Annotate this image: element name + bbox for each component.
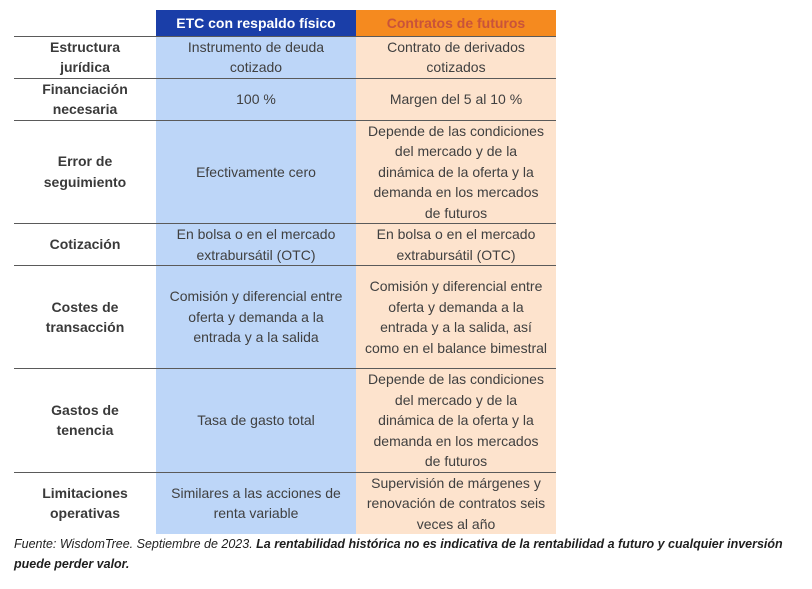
etc-cell: Tasa de gasto total xyxy=(156,369,356,473)
row-label: Financiación necesaria xyxy=(14,78,156,120)
futures-cell: Depende de las condiciones del mercado y de la dinámica de la oferta y la demanda en los mercados de futuros xyxy=(356,120,556,224)
etc-cell: 100 % xyxy=(156,78,356,120)
row-label: Error de seguimiento xyxy=(14,120,156,224)
etc-cell: Similares a las acciones de renta variable xyxy=(156,472,356,534)
table-header-row xyxy=(14,10,556,36)
footnote xyxy=(14,534,794,574)
futures-cell: Contrato de derivados cotizados xyxy=(356,36,556,78)
etc-cell: Comisión y diferencial entre oferta y demanda a la entrada y a la salida xyxy=(156,266,356,369)
table-row xyxy=(14,120,556,224)
row-label: Costes de transacción xyxy=(14,266,156,369)
header-etc: ETC con respaldo físico xyxy=(156,10,356,36)
etc-cell: Efectivamente cero xyxy=(156,120,356,224)
table-row xyxy=(14,472,556,534)
footnote-source: Fuente: WisdomTree. Septiembre de 2023. xyxy=(14,537,253,551)
table-row xyxy=(14,36,556,78)
table-row xyxy=(14,369,556,473)
futures-cell: Comisión y diferencial entre oferta y demanda a la entrada y a la salida, así como en el balance bimestral xyxy=(356,266,556,369)
row-label: Limitaciones operativas xyxy=(14,472,156,534)
futures-cell: Margen del 5 al 10 % xyxy=(356,78,556,120)
footnote-disclaimer: La rentabilidad histórica no es indicativa de la rentabilidad a futuro y cualquier inversión puede perder valor. xyxy=(14,537,783,571)
futures-cell: Depende de las condiciones del mercado y de la dinámica de la oferta y la demanda en los mercados de futuros xyxy=(356,369,556,473)
table-row xyxy=(14,224,556,266)
row-label: Estructura jurídica xyxy=(14,36,156,78)
header-futures: Contratos de futuros xyxy=(356,10,556,36)
header-corner xyxy=(14,10,156,36)
table-row xyxy=(14,78,556,120)
futures-cell: Supervisión de márgenes y renovación de contratos seis veces al año xyxy=(356,472,556,534)
row-label: Gastos de tenencia xyxy=(14,369,156,473)
futures-cell: En bolsa o en el mercado extrabursátil (OTC) xyxy=(356,224,556,266)
table-row xyxy=(14,266,556,369)
etc-cell: Instrumento de deuda cotizado xyxy=(156,36,356,78)
row-label: Cotización xyxy=(14,224,156,266)
comparison-table xyxy=(14,10,556,534)
etc-cell: En bolsa o en el mercado extrabursátil (OTC) xyxy=(156,224,356,266)
